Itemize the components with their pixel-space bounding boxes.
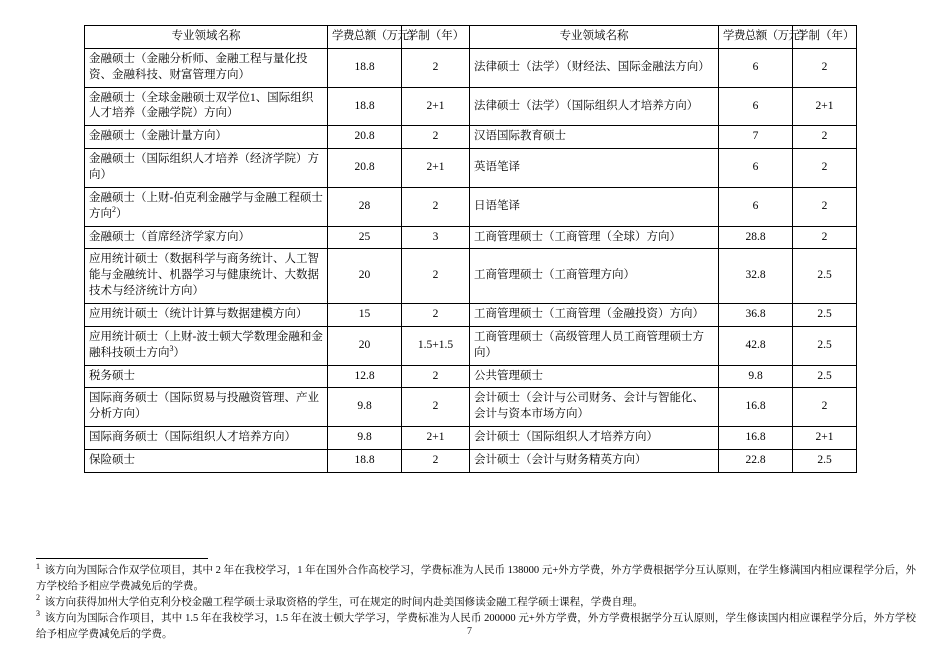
cell-total-fee-right: 22.8 — [719, 450, 793, 473]
cell-major-name-right: 汉语国际教育硕士 — [470, 126, 719, 149]
cell-total-fee-right: 6 — [719, 187, 793, 226]
cell-duration-right: 2 — [793, 149, 857, 188]
footnote-separator-rule — [36, 558, 208, 559]
cell-total-fee-right: 7 — [719, 126, 793, 149]
cell-duration-left: 2+1 — [402, 149, 470, 188]
header-major-name-right: 专业领域名称 — [470, 26, 719, 49]
cell-total-fee-right: 16.8 — [719, 427, 793, 450]
header-major-name-left: 专业领域名称 — [85, 26, 328, 49]
cell-total-fee-left: 28 — [328, 187, 402, 226]
cell-total-fee-right: 42.8 — [719, 326, 793, 365]
footnote-item — [36, 595, 916, 611]
cell-duration-right: 2.5 — [793, 326, 857, 365]
cell-total-fee-left: 25 — [328, 226, 402, 249]
cell-duration-right: 2 — [793, 126, 857, 149]
cell-total-fee-left: 20.8 — [328, 126, 402, 149]
table-row — [85, 249, 857, 304]
cell-major-name-right: 会计硕士（会计与公司财务、会计与智能化、会计与资本市场方向） — [470, 388, 719, 427]
cell-major-name-right: 工商管理硕士（工商管理（全球）方向） — [470, 226, 719, 249]
cell-total-fee-right: 28.8 — [719, 226, 793, 249]
cell-duration-right: 2 — [793, 187, 857, 226]
cell-major-name-right: 会计硕士（会计与财务精英方向） — [470, 450, 719, 473]
table-row — [85, 187, 857, 226]
table-row — [85, 126, 857, 149]
cell-total-fee-left: 12.8 — [328, 365, 402, 388]
cell-duration-right: 2.5 — [793, 365, 857, 388]
cell-major-name-right: 英语笔译 — [470, 149, 719, 188]
table-row — [85, 326, 857, 365]
cell-total-fee-right: 6 — [719, 149, 793, 188]
cell-total-fee-left: 20 — [328, 326, 402, 365]
cell-major-name-right: 公共管理硕士 — [470, 365, 719, 388]
footnote-text: 该方向为国际合作双学位项目，其中 2 年在我校学习，1 年在国外合作高校学习，学费标准为人民币 138000 元+外方学费，外方学费根据学分互认原则，在学生修满国内相应课程学分后，外方学校给予相应学费减免后的学费。 — [36, 565, 917, 592]
cell-major-name-right: 工商管理硕士（高级管理人员工商管理硕士方向） — [470, 326, 719, 365]
table-row — [85, 365, 857, 388]
footnote-item — [36, 563, 916, 595]
cell-duration-right: 2 — [793, 48, 857, 87]
cell-duration-right: 2 — [793, 226, 857, 249]
cell-major-name-left: 金融硕士（上财-伯克利金融学与金融工程硕士方向$^2$） — [85, 187, 328, 226]
cell-total-fee-right: 16.8 — [719, 388, 793, 427]
table-row — [85, 87, 857, 126]
cell-duration-left: 2 — [402, 450, 470, 473]
cell-total-fee-left: 20 — [328, 249, 402, 304]
cell-major-name-right: 法律硕士（法学）（国际组织人才培养方向） — [470, 87, 719, 126]
cell-duration-right: 2+1 — [793, 427, 857, 450]
table-header-row — [85, 26, 857, 49]
cell-major-name-left: 国际商务硕士（国际贸易与投融资管理、产业分析方向） — [85, 388, 328, 427]
cell-duration-left: 2 — [402, 365, 470, 388]
cell-duration-left: 2+1 — [402, 427, 470, 450]
cell-major-name-left: 应用统计硕士（上财-波士顿大学数理金融和金融科技硕士方向$^3$） — [85, 326, 328, 365]
cell-total-fee-left: 9.8 — [328, 388, 402, 427]
cell-major-name-right: 日语笔译 — [470, 187, 719, 226]
header-duration-left: 学制（年） — [402, 26, 470, 49]
cell-total-fee-left: 18.8 — [328, 87, 402, 126]
cell-major-name-right: 法律硕士（法学）（财经法、国际金融法方向） — [470, 48, 719, 87]
cell-duration-left: 2 — [402, 187, 470, 226]
cell-total-fee-right: 6 — [719, 87, 793, 126]
footnote-marker: 3 — [36, 609, 40, 619]
cell-total-fee-right: 6 — [719, 48, 793, 87]
cell-total-fee-right: 32.8 — [719, 249, 793, 304]
cell-duration-right: 2.5 — [793, 304, 857, 327]
cell-major-name-left: 税务硕士 — [85, 365, 328, 388]
cell-total-fee-left: 20.8 — [328, 149, 402, 188]
cell-major-name-left: 保险硕士 — [85, 450, 328, 473]
cell-major-name-right: 会计硕士（国际组织人才培养方向） — [470, 427, 719, 450]
footnote-marker: 1 — [36, 561, 40, 571]
cell-major-name-left: 金融硕士（首席经济学家方向） — [85, 226, 328, 249]
table-row — [85, 450, 857, 473]
cell-major-name-left: 应用统计硕士（统计计算与数据建模方向） — [85, 304, 328, 327]
table-body — [85, 48, 857, 472]
footnote-text: 该方向获得加州大学伯克利分校金融工程学硕士录取资格的学生，可在规定的时间内赴美国修读金融工程学硕士课程，学费自理。 — [44, 596, 644, 608]
cell-duration-left: 2+1 — [402, 87, 470, 126]
cell-duration-left: 2 — [402, 249, 470, 304]
cell-duration-left: 2 — [402, 388, 470, 427]
table-row — [85, 304, 857, 327]
cell-duration-left: 2 — [402, 48, 470, 87]
footnote-marker: 2 — [36, 593, 40, 603]
cell-major-name-left: 金融硕士（金融计量方向） — [85, 126, 328, 149]
table-row — [85, 226, 857, 249]
cell-duration-left: 3 — [402, 226, 470, 249]
table-row — [85, 388, 857, 427]
cell-major-name-left: 国际商务硕士（国际组织人才培养方向） — [85, 427, 328, 450]
cell-duration-right: 2+1 — [793, 87, 857, 126]
cell-duration-left: 1.5+1.5 — [402, 326, 470, 365]
cell-major-name-left: 应用统计硕士（数据科学与商务统计、人工智能与金融统计、机器学习与健康统计、大数据技术与经济统计方向） — [85, 249, 328, 304]
page-number: 7 — [467, 626, 472, 637]
cell-duration-left: 2 — [402, 304, 470, 327]
cell-total-fee-left: 18.8 — [328, 450, 402, 473]
table-row — [85, 48, 857, 87]
cell-major-name-right: 工商管理硕士（工商管理方向） — [470, 249, 719, 304]
header-duration-right: 学制（年） — [793, 26, 857, 49]
header-total-fee-left: 学费总额（万元） — [328, 26, 402, 49]
footnote-text: 该方向为国际合作项目，其中 1.5 年在我校学习，1.5 年在波士顿大学学习，学费标准为人民币 200000 元+外方学费，外方学费根据学分互认原则，学生修读国内相应课程学分后，外方学校给予相应学费减免后的学费。 — [36, 612, 917, 640]
table-row — [85, 427, 857, 450]
cell-major-name-left: 金融硕士（全球金融硕士双学位1、国际组织人才培养（金融学院）方向） — [85, 87, 328, 126]
tuition-fee-table — [84, 25, 857, 473]
cell-major-name-left: 金融硕士（国际组织人才培养（经济学院）方向） — [85, 149, 328, 188]
cell-total-fee-right: 9.8 — [719, 365, 793, 388]
cell-duration-left: 2 — [402, 126, 470, 149]
cell-duration-right: 2.5 — [793, 450, 857, 473]
cell-total-fee-right: 36.8 — [719, 304, 793, 327]
cell-major-name-left: 金融硕士（金融分析师、金融工程与量化投资、金融科技、财富管理方向） — [85, 48, 328, 87]
cell-total-fee-left: 18.8 — [328, 48, 402, 87]
cell-duration-right: 2.5 — [793, 249, 857, 304]
table-row — [85, 149, 857, 188]
cell-duration-right: 2 — [793, 388, 857, 427]
header-total-fee-right: 学费总额（万元） — [719, 26, 793, 49]
cell-total-fee-left: 9.8 — [328, 427, 402, 450]
table-header — [85, 26, 857, 49]
cell-total-fee-left: 15 — [328, 304, 402, 327]
cell-major-name-right: 工商管理硕士（工商管理（金融投资）方向） — [470, 304, 719, 327]
